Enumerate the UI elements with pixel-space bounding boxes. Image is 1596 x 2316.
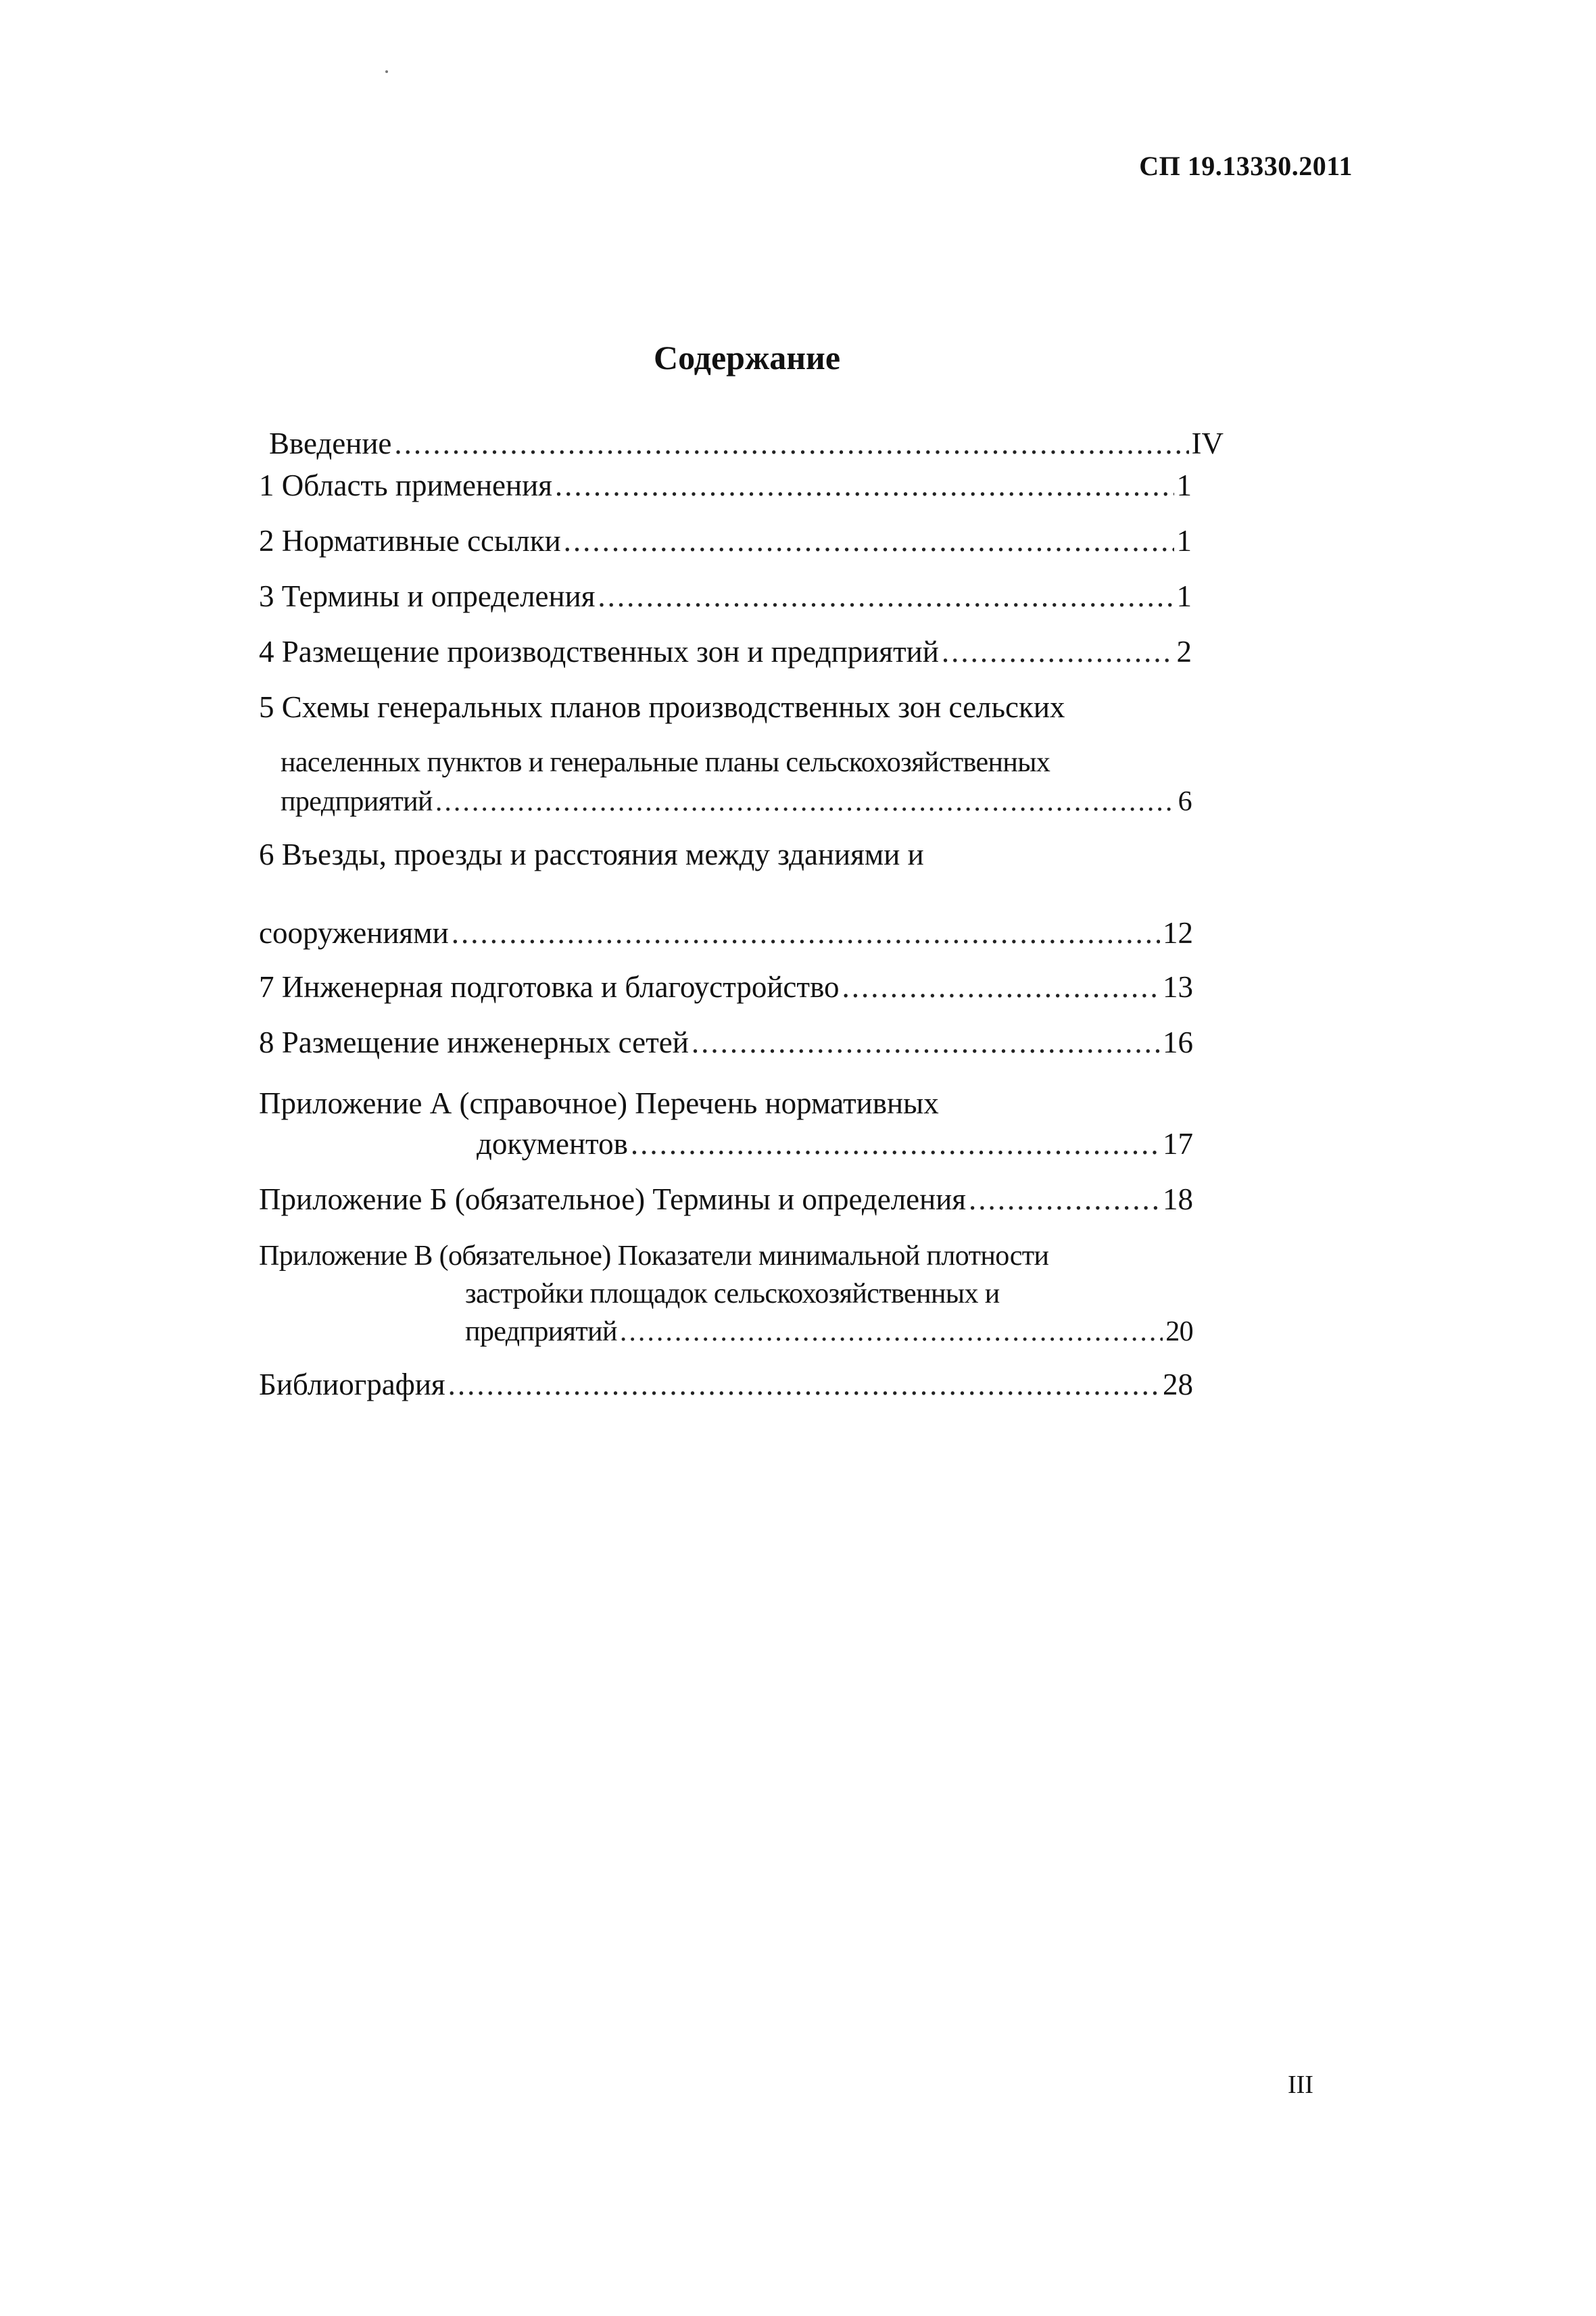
toc-entry-label: Библиография (259, 1368, 445, 1401)
toc-entry-page: 28 (1163, 1368, 1193, 1401)
toc-entry-section-5-line-1: 5 Схемы генеральных планов производственных зон сельских (259, 690, 1065, 724)
toc-entry-label: предприятий (281, 786, 433, 817)
toc-entry-section-5-line-3 (281, 783, 1192, 821)
toc-dot-leader (555, 466, 1174, 504)
toc-entry-page: IV (1191, 427, 1224, 460)
toc-dot-leader (631, 1125, 1160, 1163)
toc-entry-label: документов (477, 1127, 628, 1161)
toc-entry-appendix-a-line-2 (477, 1125, 1193, 1163)
toc-entry-page: 18 (1163, 1182, 1193, 1216)
toc-entry-introduction (269, 425, 1224, 462)
toc-entry-page: 1 (1176, 579, 1192, 613)
toc-entry-label: 7 Инженерная подготовка и благоустройство (259, 970, 840, 1004)
toc-dot-leader (969, 1180, 1160, 1218)
toc-entry-section-4 (259, 633, 1192, 671)
document-code: СП 19.13330.2011 (1139, 151, 1353, 181)
toc-entry-bibliography (259, 1366, 1193, 1403)
toc-dot-leader (448, 1366, 1160, 1403)
toc-entry-label: предприятий (465, 1316, 617, 1347)
toc-entry-page: 1 (1176, 468, 1192, 502)
toc-entry-section-7 (259, 968, 1193, 1006)
toc-entry-appendix-b (259, 1180, 1193, 1218)
toc-dot-leader (942, 633, 1174, 671)
toc-entry-page: 13 (1163, 970, 1193, 1004)
toc-entry-label: 1 Область применения (259, 468, 552, 502)
toc-entry-page: 17 (1163, 1127, 1193, 1161)
toc-entry-label: сооружениями (259, 916, 449, 950)
toc-dot-leader (452, 914, 1160, 952)
toc-entry-page: 6 (1178, 786, 1192, 817)
toc-entry-label: 2 Нормативные ссылки (259, 524, 561, 558)
toc-entry-section-5-line-2: населенных пунктов и генеральные планы сельскохозяйственных (281, 747, 1050, 778)
toc-entry-page: 2 (1176, 635, 1192, 669)
toc-entry-label: 8 Размещение инженерных сетей (259, 1026, 689, 1059)
toc-entry-section-2 (259, 522, 1192, 560)
toc-entry-label: 4 Размещение производственных зон и предприятий (259, 635, 939, 669)
toc-entry-page: 16 (1163, 1026, 1193, 1059)
toc-entry-section-6-line-2 (259, 914, 1193, 952)
toc-entry-section-3 (259, 577, 1192, 615)
scan-speck (385, 70, 388, 73)
toc-dot-leader (842, 968, 1160, 1006)
toc-entry-page: 12 (1163, 916, 1193, 950)
toc-dot-leader (598, 577, 1174, 615)
toc-dot-leader (692, 1023, 1160, 1061)
toc-title: Содержание (653, 339, 841, 377)
toc-entry-appendix-v-line-3 (465, 1313, 1193, 1351)
toc-dot-leader (435, 783, 1176, 821)
toc-entry-appendix-v-line-2: застройки площадок сельскохозяйственных и (465, 1278, 1000, 1309)
toc-entry-label: Введение (269, 427, 392, 460)
toc-entry-label: 3 Термины и определения (259, 579, 596, 613)
toc-entry-page: 1 (1176, 524, 1192, 558)
toc-entry-page: 20 (1165, 1316, 1193, 1347)
toc-entry-section-6-line-1: 6 Въезды, проезды и расстояния между зданиями и (259, 838, 924, 871)
toc-entry-label: Приложение Б (обязательное) Термины и определения (259, 1182, 967, 1216)
toc-entry-section-8 (259, 1023, 1193, 1061)
page-number: III (1288, 2071, 1313, 2099)
toc-entry-appendix-v-line-1: Приложение В (обязательное) Показатели минимальной плотности (259, 1240, 1049, 1272)
toc-dot-leader (564, 522, 1174, 560)
toc-entry-section-1 (259, 466, 1192, 504)
toc-dot-leader (620, 1313, 1163, 1351)
toc-dot-leader (394, 425, 1188, 462)
toc-entry-appendix-a-line-1: Приложение А (справочное) Перечень нормативных (259, 1086, 939, 1120)
